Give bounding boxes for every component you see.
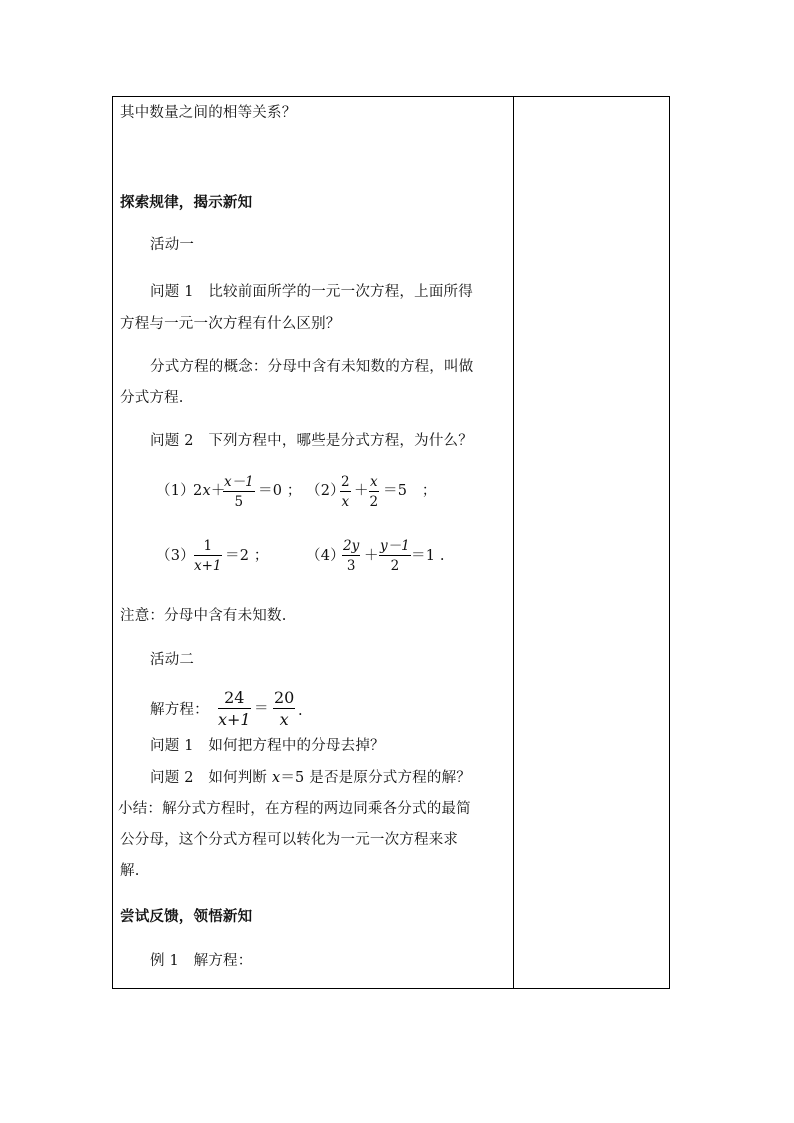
intro-line: 其中数量之间的相等关系？ xyxy=(120,105,297,121)
summary-line-a: 小结：解分式方程时，在方程的两边同乘各分式的最简 xyxy=(118,801,471,817)
equation-4-tail: ＝1 . xyxy=(411,548,445,564)
question-3-line: 问题 1 如何把方程中的分母去掉？ xyxy=(150,738,385,754)
equation-2-numerator-a: 2 xyxy=(341,474,350,490)
equation-1-lead: 2x＋ xyxy=(193,483,226,499)
activity-two-label: 活动二 xyxy=(150,652,195,668)
equation-4-numerator-b: y－1 xyxy=(380,538,410,554)
solve-denominator-b: x xyxy=(279,710,289,729)
solve-fraction-b xyxy=(273,689,295,729)
question-1-line-a: 问题 1 比较前面所学的一元一次方程，上面所得 xyxy=(150,284,473,300)
equation-4-fraction-a xyxy=(342,538,360,574)
equation-2-plus: ＋ xyxy=(354,483,369,499)
solve-period: . xyxy=(298,703,303,719)
equation-3-fraction xyxy=(194,538,222,574)
equation-2-denominator-a: x xyxy=(341,494,350,510)
equation-1-denominator: 5 xyxy=(234,494,244,510)
equation-2-tail: ＝5 ； xyxy=(383,483,437,499)
note-line: 注意：分母中含有未知数. xyxy=(120,608,287,624)
equation-1-fraction xyxy=(223,474,255,510)
equation-1-numerator: x－1 xyxy=(224,474,254,490)
summary-line-c: 解. xyxy=(120,863,140,879)
section-heading-explore: 探索规律，揭示新知 xyxy=(120,194,253,211)
equation-4-fraction-b xyxy=(379,538,411,574)
example-1-line: 例 1 解方程： xyxy=(150,953,253,969)
equation-2-numerator-b: x xyxy=(370,474,378,490)
equation-3-label: （3） xyxy=(156,548,195,564)
definition-line-b: 分式方程. xyxy=(120,390,184,406)
solve-label: 解方程： xyxy=(150,702,209,718)
equation-1-tail: ＝0 ； xyxy=(258,483,302,499)
equation-2-label: （2） xyxy=(306,483,345,499)
equation-4-denominator-a: 3 xyxy=(346,558,356,574)
activity-one-label: 活动一 xyxy=(150,237,195,253)
solve-numerator-b: 20 xyxy=(274,688,295,707)
definition-line-a: 分式方程的概念：分母中含有未知数的方程，叫做 xyxy=(150,359,474,375)
equation-4-numerator-a: 2y xyxy=(343,538,360,554)
notes-column xyxy=(514,97,669,988)
equation-3-denominator: x+1 xyxy=(194,558,222,574)
equation-3-tail: ＝2 ； xyxy=(225,548,269,564)
solve-denominator-a: x+1 xyxy=(218,710,251,729)
question-2-line: 问题 2 下列方程中，哪些是分式方程，为什么？ xyxy=(150,433,473,449)
equation-2-denominator-b: 2 xyxy=(369,494,379,510)
equation-4-plus: ＋ xyxy=(364,548,379,564)
summary-line-b: 公分母，这个分式方程可以转化为一元一次方程来求 xyxy=(120,832,459,848)
equation-4-denominator-b: 2 xyxy=(390,558,400,574)
solve-numerator-a: 24 xyxy=(218,689,251,709)
section-heading-feedback: 尝试反馈，领悟新知 xyxy=(120,908,253,925)
equation-2-fraction-a xyxy=(340,474,351,510)
equation-2-fraction-b xyxy=(369,474,379,510)
equation-1-label: （1） xyxy=(156,483,195,499)
equation-4-label: （4） xyxy=(306,548,345,564)
solve-equals: ＝ xyxy=(254,701,269,717)
solve-fraction-a xyxy=(218,689,251,729)
equation-3-numerator: 1 xyxy=(194,538,222,556)
question-4-line: 问题 2 如何判断 x＝5 是否是原分式方程的解？ xyxy=(150,770,471,786)
question-1-line-b: 方程与一元一次方程有什么区别？ xyxy=(120,316,341,332)
